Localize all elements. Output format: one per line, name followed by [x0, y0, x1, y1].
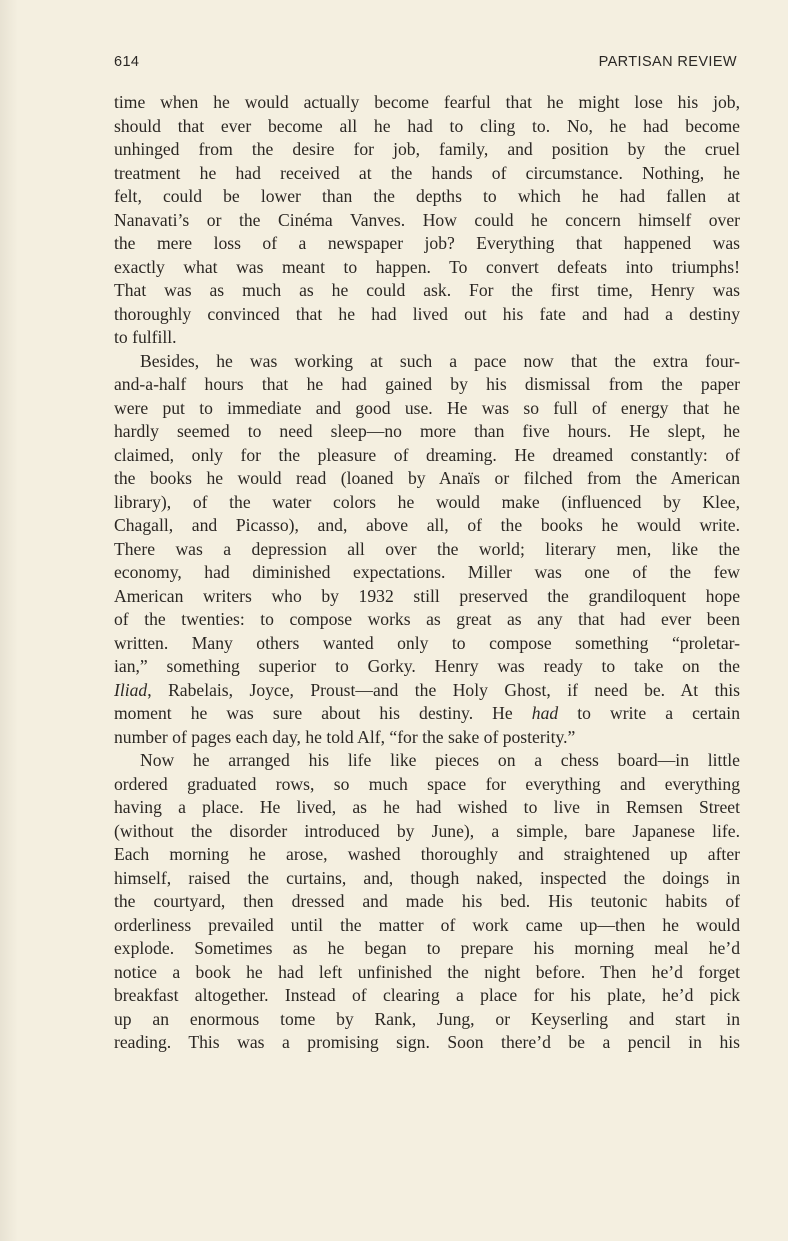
text-line: Chagall, and Picasso), and, above all, of the books he would write.	[114, 515, 740, 535]
text-line: written. Many others wanted only to compose something “proletar-	[114, 632, 740, 653]
text-line: were put to immediate and good use. He was so full of energy that he	[114, 397, 740, 418]
text-line: to fulfill.	[114, 327, 177, 347]
text-line: time when he would actually become fearful that he might lose his job,	[114, 92, 740, 112]
paragraph	[114, 749, 740, 1055]
text-line: There was a depression all over the world; literary men, like the	[114, 538, 740, 559]
text-line: orderliness prevailed until the matter of work came up—then he would	[114, 914, 740, 935]
text-line: explode. Sometimes as he began to prepare his morning meal he’d	[114, 938, 740, 958]
text-line: thoroughly convinced that he had lived out his fate and had a destiny	[114, 303, 740, 324]
text-line: having a place. He lived, as he had wished to live in Remsen Street	[114, 797, 740, 817]
text-line: claimed, only for the pleasure of dreaming. He dreamed constantly: of	[114, 444, 740, 465]
italic-text: had	[531, 703, 559, 723]
text-line: Iliad, Rabelais, Joyce, Proust—and the Holy Ghost, if need be. At this	[114, 679, 740, 700]
text-line: ian,” something superior to Gorky. Henry was ready to take on the	[114, 656, 740, 676]
text-line: himself, raised the curtains, and, though naked, inspected the doings in	[114, 867, 740, 888]
text-line: should that ever become all he had to cling to. No, he had become	[114, 115, 740, 136]
text-line: reading. This was a promising sign. Soon there’d be a pencil in his	[114, 1032, 740, 1052]
body-text	[114, 91, 740, 1055]
text-line: (without the disorder introduced by June), a simple, bare Japanese life.	[114, 820, 740, 841]
text-line: Nanavati’s or the Cinéma Vanves. How could he concern himself over	[114, 209, 740, 230]
text-line: Now he arranged his life like pieces on a chess board—in little	[140, 750, 740, 770]
text-line: economy, had diminished expectations. Miller was one of the few	[114, 562, 740, 582]
text-line: exactly what was meant to happen. To convert defeats into triumphs!	[114, 256, 740, 277]
paragraph	[114, 350, 740, 750]
journal-title: PARTISAN REVIEW	[598, 54, 737, 70]
text-line: ordered graduated rows, so much space for everything and everything	[114, 773, 740, 794]
text-line: unhinged from the desire for job, family, and position by the cruel	[114, 139, 740, 159]
text-line: moment he was sure about his destiny. He had to write a certain	[114, 703, 740, 723]
running-head	[114, 54, 737, 76]
text-line: the courtyard, then dressed and made his bed. His teutonic habits of	[114, 891, 740, 911]
text-line: number of pages each day, he told Alf, “for the sake of posterity.”	[114, 726, 576, 747]
text-line: Each morning he arose, washed thoroughly and straightened up after	[114, 844, 740, 864]
page-gutter-shadow	[0, 0, 18, 1241]
text-line: of the twenties: to compose works as great as any that had ever been	[114, 609, 740, 629]
text-line: breakfast altogether. Instead of clearing a place for his plate, he’d pick	[114, 985, 740, 1005]
text-line: and-a-half hours that he had gained by his dismissal from the paper	[114, 374, 740, 394]
text-line: treatment he had received at the hands of circumstance. Nothing, he	[114, 162, 740, 183]
text-line: up an enormous tome by Rank, Jung, or Keyserling and start in	[114, 1008, 740, 1029]
text-line: notice a book he had left unfinished the night before. Then he’d forget	[114, 961, 740, 982]
text-line: Besides, he was working at such a pace now that the extra four-	[140, 350, 740, 371]
italic-text: Iliad	[114, 679, 148, 700]
text-line: That was as much as he could ask. For the first time, Henry was	[114, 280, 740, 300]
text-line: hardly seemed to need sleep—no more than five hours. He slept, he	[114, 421, 740, 441]
text-line: the books he would read (loaned by Anaïs or filched from the American	[114, 468, 740, 488]
text-line: American writers who by 1932 still preserved the grandiloquent hope	[114, 585, 740, 606]
page-number: 614	[114, 54, 140, 70]
text-line: felt, could be lower than the depths to which he had fallen at	[114, 186, 740, 206]
text-line: the mere loss of a newspaper job? Everything that happened was	[114, 233, 740, 253]
paragraph	[114, 91, 740, 350]
text-line: library), of the water colors he would make (influenced by Klee,	[114, 491, 740, 512]
